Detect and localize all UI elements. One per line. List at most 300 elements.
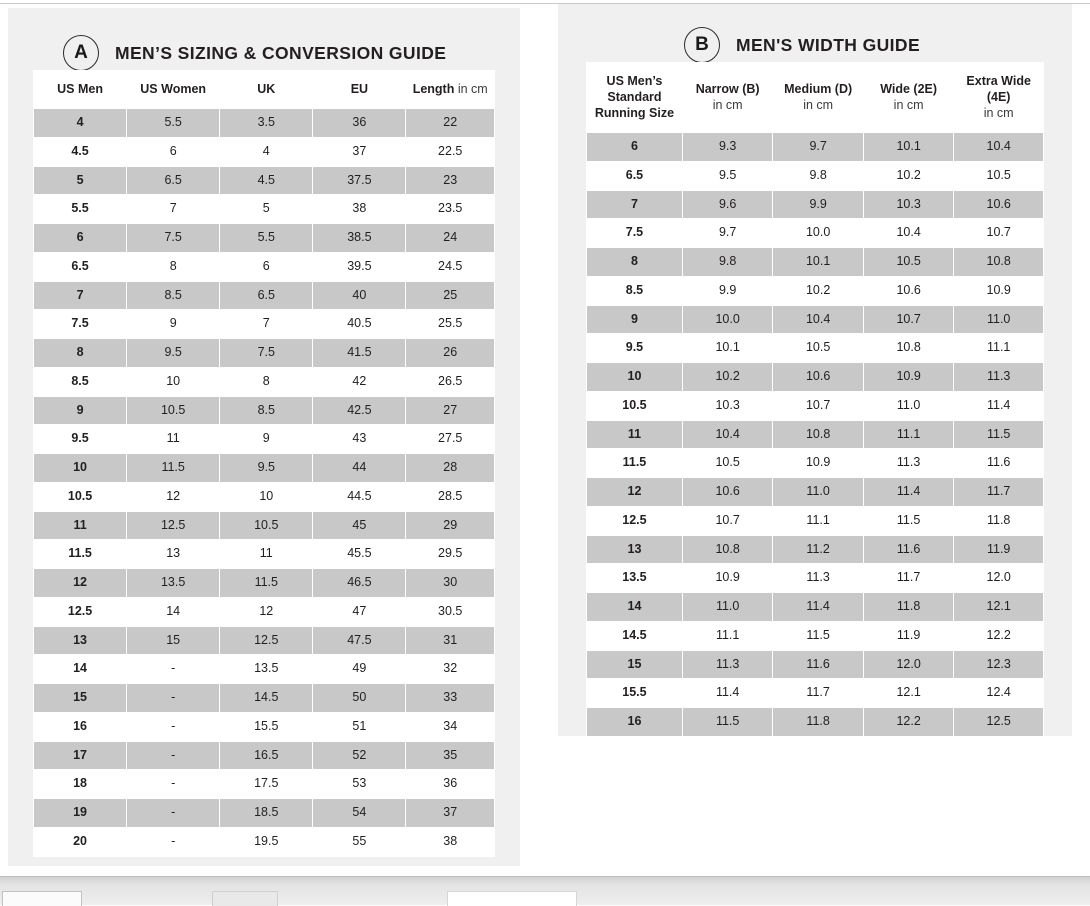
row-size-cell: 8.5 <box>587 277 682 305</box>
table-row <box>34 512 494 540</box>
data-cell: 54 <box>313 799 405 827</box>
data-cell: 53 <box>313 770 405 798</box>
data-cell: 10.2 <box>773 277 862 305</box>
data-cell: - <box>127 713 219 741</box>
column-header-2 <box>773 63 862 132</box>
table-row <box>34 828 494 856</box>
data-cell: 12.2 <box>954 622 1043 650</box>
data-cell: 11.9 <box>954 536 1043 564</box>
data-cell: 11.6 <box>954 449 1043 477</box>
data-cell: 5.5 <box>220 224 312 252</box>
column-header-unit: in cm <box>712 98 743 112</box>
row-size-cell: 8 <box>34 339 126 367</box>
data-cell: 10.1 <box>683 334 772 362</box>
data-cell: 8.5 <box>127 282 219 310</box>
row-size-cell: 8.5 <box>34 368 126 396</box>
data-cell: 44 <box>313 454 405 482</box>
data-cell: 14 <box>127 598 219 626</box>
data-cell: - <box>127 742 219 770</box>
data-cell: 12.5 <box>220 627 312 655</box>
data-cell: 15.5 <box>220 713 312 741</box>
data-cell: 10.2 <box>864 162 953 190</box>
row-size-cell: 20 <box>34 828 126 856</box>
data-cell: 55 <box>313 828 405 856</box>
table-row <box>34 770 494 798</box>
sizing-chart-page <box>0 4 1090 876</box>
data-cell: 10.1 <box>773 248 862 276</box>
data-cell: 11.3 <box>954 363 1043 391</box>
data-cell: 33 <box>406 684 494 712</box>
table-row <box>34 569 494 597</box>
column-header-label: Medium (D) <box>784 82 853 96</box>
panel-a-title: MEN’S SIZING & CONVERSION GUIDE <box>115 42 447 63</box>
data-cell: 22.5 <box>406 138 494 166</box>
row-size-cell: 5 <box>34 167 126 195</box>
data-cell: 7 <box>127 195 219 223</box>
data-cell: 12.5 <box>954 708 1043 736</box>
data-cell: 11.4 <box>864 478 953 506</box>
data-cell: 39.5 <box>313 253 405 281</box>
width-guide-table-wrapper <box>586 62 1044 737</box>
table-row <box>34 742 494 770</box>
data-cell: 10.9 <box>773 449 862 477</box>
data-cell: 46.5 <box>313 569 405 597</box>
column-header-label: US Men <box>57 82 103 96</box>
badge-a-icon: A <box>63 35 99 71</box>
data-cell: 11.0 <box>954 306 1043 334</box>
data-cell: 10.5 <box>954 162 1043 190</box>
row-size-cell: 11.5 <box>34 540 126 568</box>
data-cell: 9.9 <box>773 191 862 219</box>
data-cell: 10.7 <box>864 306 953 334</box>
data-cell: - <box>127 655 219 683</box>
data-cell: 8 <box>127 253 219 281</box>
data-cell: 10.8 <box>773 421 862 449</box>
data-cell: 11.1 <box>683 622 772 650</box>
column-header-label: EU <box>350 82 369 96</box>
data-cell: 9.8 <box>683 248 772 276</box>
column-header-label: Narrow (B) <box>695 82 760 96</box>
data-cell: 31 <box>406 627 494 655</box>
data-cell: 12.0 <box>864 651 953 679</box>
data-cell: 10.5 <box>220 512 312 540</box>
row-size-cell: 6 <box>34 224 126 252</box>
column-header-0 <box>587 63 682 132</box>
data-cell: 10.6 <box>683 478 772 506</box>
row-size-cell: 15.5 <box>587 679 682 707</box>
row-size-cell: 10 <box>587 363 682 391</box>
column-header-label: Length <box>412 82 455 96</box>
table-a-header-row <box>34 71 494 108</box>
table-row <box>34 138 494 166</box>
data-cell: 29.5 <box>406 540 494 568</box>
data-cell: 9.5 <box>127 339 219 367</box>
data-cell: 11.9 <box>864 622 953 650</box>
data-cell: 10.9 <box>954 277 1043 305</box>
table-row <box>587 622 1043 650</box>
row-size-cell: 17 <box>34 742 126 770</box>
table-row <box>587 651 1043 679</box>
data-cell: 11.8 <box>864 593 953 621</box>
data-cell: 10 <box>127 368 219 396</box>
column-header-unit: in cm <box>803 98 834 112</box>
table-row <box>587 219 1043 247</box>
panel-mens-width-guide <box>558 4 1072 736</box>
data-cell: 43 <box>313 425 405 453</box>
table-row <box>587 191 1043 219</box>
data-cell: 9.7 <box>773 133 862 161</box>
data-cell: 10.0 <box>773 219 862 247</box>
table-row <box>34 713 494 741</box>
data-cell: 11.5 <box>954 421 1043 449</box>
data-cell: 42.5 <box>313 397 405 425</box>
data-cell: 10.4 <box>954 133 1043 161</box>
panel-mens-sizing-conversion-guide <box>8 8 520 866</box>
table-b-body <box>587 133 1043 736</box>
data-cell: - <box>127 828 219 856</box>
row-size-cell: 14 <box>34 655 126 683</box>
data-cell: 23 <box>406 167 494 195</box>
data-cell: - <box>127 770 219 798</box>
table-row <box>587 277 1043 305</box>
data-cell: 5.5 <box>127 109 219 137</box>
data-cell: 38 <box>406 828 494 856</box>
table-row <box>587 449 1043 477</box>
data-cell: 9.6 <box>683 191 772 219</box>
data-cell: 4 <box>220 138 312 166</box>
data-cell: 10 <box>220 483 312 511</box>
data-cell: 10.5 <box>864 248 953 276</box>
data-cell: 3.5 <box>220 109 312 137</box>
data-cell: 12 <box>127 483 219 511</box>
panel-b-title: MEN'S WIDTH GUIDE <box>736 34 921 55</box>
data-cell: 10.3 <box>683 392 772 420</box>
data-cell: 9.8 <box>773 162 862 190</box>
data-cell: 6.5 <box>127 167 219 195</box>
data-cell: 11.6 <box>864 536 953 564</box>
data-cell: 15 <box>127 627 219 655</box>
row-size-cell: 15 <box>34 684 126 712</box>
column-header-4 <box>406 71 494 108</box>
row-size-cell: 12 <box>34 569 126 597</box>
data-cell: 8 <box>220 368 312 396</box>
data-cell: - <box>127 799 219 827</box>
data-cell: 25.5 <box>406 310 494 338</box>
data-cell: 11.4 <box>954 392 1043 420</box>
data-cell: 11.2 <box>773 536 862 564</box>
data-cell: 11.1 <box>954 334 1043 362</box>
data-cell: 28.5 <box>406 483 494 511</box>
table-row <box>587 679 1043 707</box>
row-size-cell: 12.5 <box>34 598 126 626</box>
table-row <box>34 109 494 137</box>
data-cell: 30.5 <box>406 598 494 626</box>
data-cell: 26.5 <box>406 368 494 396</box>
data-cell: 10.4 <box>773 306 862 334</box>
badge-b-icon: B <box>684 27 720 63</box>
data-cell: 37 <box>406 799 494 827</box>
data-cell: 12 <box>220 598 312 626</box>
data-cell: 10.5 <box>683 449 772 477</box>
data-cell: 6.5 <box>220 282 312 310</box>
column-header-2 <box>220 71 312 108</box>
row-size-cell: 18 <box>34 770 126 798</box>
column-header-label: Wide (2E) <box>880 82 938 96</box>
data-cell: 10.6 <box>773 363 862 391</box>
data-cell: 10.3 <box>864 191 953 219</box>
data-cell: 12.1 <box>954 593 1043 621</box>
column-header-unit: in cm <box>454 82 488 96</box>
table-row <box>587 162 1043 190</box>
width-guide-table <box>586 62 1044 737</box>
data-cell: 19.5 <box>220 828 312 856</box>
row-size-cell: 12.5 <box>587 507 682 535</box>
data-cell: 7.5 <box>127 224 219 252</box>
data-cell: 10.9 <box>864 363 953 391</box>
row-size-cell: 8 <box>587 248 682 276</box>
row-size-cell: 9 <box>587 306 682 334</box>
column-header-4 <box>954 63 1043 132</box>
data-cell: 14.5 <box>220 684 312 712</box>
data-cell: 6 <box>127 138 219 166</box>
data-cell: 12.5 <box>127 512 219 540</box>
row-size-cell: 10.5 <box>34 483 126 511</box>
data-cell: 23.5 <box>406 195 494 223</box>
row-size-cell: 7.5 <box>34 310 126 338</box>
data-cell: - <box>127 684 219 712</box>
data-cell: 11.5 <box>864 507 953 535</box>
row-size-cell: 10.5 <box>587 392 682 420</box>
data-cell: 32 <box>406 655 494 683</box>
data-cell: 13.5 <box>127 569 219 597</box>
data-cell: 35 <box>406 742 494 770</box>
column-header-unit: in cm <box>893 98 924 112</box>
row-size-cell: 14 <box>587 593 682 621</box>
data-cell: 11.3 <box>864 449 953 477</box>
row-size-cell: 6 <box>587 133 682 161</box>
data-cell: 11.5 <box>220 569 312 597</box>
row-size-cell: 16 <box>587 708 682 736</box>
data-cell: 12.1 <box>864 679 953 707</box>
row-size-cell: 7 <box>34 282 126 310</box>
table-row <box>587 334 1043 362</box>
row-size-cell: 4 <box>34 109 126 137</box>
row-size-cell: 4.5 <box>34 138 126 166</box>
data-cell: 28 <box>406 454 494 482</box>
data-cell: 11.5 <box>127 454 219 482</box>
data-cell: 12.2 <box>864 708 953 736</box>
column-header-1 <box>127 71 219 108</box>
sizing-conversion-table-wrapper <box>33 70 495 857</box>
data-cell: 11.7 <box>864 564 953 592</box>
data-cell: 7.5 <box>220 339 312 367</box>
data-cell: 10.6 <box>954 191 1043 219</box>
data-cell: 34 <box>406 713 494 741</box>
data-cell: 51 <box>313 713 405 741</box>
table-row <box>587 478 1043 506</box>
row-size-cell: 15 <box>587 651 682 679</box>
data-cell: 26 <box>406 339 494 367</box>
data-cell: 10.5 <box>127 397 219 425</box>
data-cell: 40.5 <box>313 310 405 338</box>
data-cell: 10.8 <box>954 248 1043 276</box>
data-cell: 11.4 <box>683 679 772 707</box>
data-cell: 41.5 <box>313 339 405 367</box>
data-cell: 27.5 <box>406 425 494 453</box>
data-cell: 9.3 <box>683 133 772 161</box>
data-cell: 10.8 <box>864 334 953 362</box>
data-cell: 9.7 <box>683 219 772 247</box>
table-a-body <box>34 109 494 856</box>
data-cell: 24 <box>406 224 494 252</box>
data-cell: 11.4 <box>773 593 862 621</box>
data-cell: 10.7 <box>773 392 862 420</box>
row-size-cell: 13 <box>587 536 682 564</box>
data-cell: 11.3 <box>773 564 862 592</box>
data-cell: 40 <box>313 282 405 310</box>
data-cell: 13 <box>127 540 219 568</box>
data-cell: 11.1 <box>773 507 862 535</box>
row-size-cell: 6.5 <box>587 162 682 190</box>
row-size-cell: 16 <box>34 713 126 741</box>
table-row <box>34 397 494 425</box>
data-cell: 24.5 <box>406 253 494 281</box>
table-row <box>34 684 494 712</box>
column-header-label: US Men’s Standard Running Size <box>594 74 675 120</box>
table-row <box>587 133 1043 161</box>
table-row <box>587 564 1043 592</box>
table-row <box>587 507 1043 535</box>
data-cell: 49 <box>313 655 405 683</box>
data-cell: 11.7 <box>773 679 862 707</box>
table-row <box>587 248 1043 276</box>
table-row <box>587 593 1043 621</box>
row-size-cell: 14.5 <box>587 622 682 650</box>
table-row <box>34 799 494 827</box>
row-size-cell: 9 <box>34 397 126 425</box>
data-cell: 11.6 <box>773 651 862 679</box>
column-header-label: US Women <box>140 82 207 96</box>
data-cell: 11.3 <box>683 651 772 679</box>
data-cell: 11.0 <box>864 392 953 420</box>
data-cell: 11.0 <box>773 478 862 506</box>
table-row <box>34 253 494 281</box>
data-cell: 10.6 <box>864 277 953 305</box>
table-row <box>587 421 1043 449</box>
data-cell: 44.5 <box>313 483 405 511</box>
data-cell: 11.1 <box>864 421 953 449</box>
data-cell: 11.8 <box>954 507 1043 535</box>
data-cell: 11.7 <box>954 478 1043 506</box>
data-cell: 10.1 <box>864 133 953 161</box>
row-size-cell: 7 <box>587 191 682 219</box>
table-b-header-row <box>587 63 1043 132</box>
data-cell: 16.5 <box>220 742 312 770</box>
taskbar <box>0 876 1090 905</box>
data-cell: 22 <box>406 109 494 137</box>
row-size-cell: 11 <box>587 421 682 449</box>
data-cell: 13.5 <box>220 655 312 683</box>
panel-a-header <box>8 8 520 78</box>
table-row <box>34 454 494 482</box>
data-cell: 12.4 <box>954 679 1043 707</box>
sizing-conversion-table <box>33 70 495 857</box>
data-cell: 12.0 <box>954 564 1043 592</box>
panel-b-header <box>558 4 1072 70</box>
table-row <box>34 282 494 310</box>
column-header-label: UK <box>257 82 276 96</box>
table-row <box>34 627 494 655</box>
table-row <box>587 63 1043 132</box>
data-cell: 11 <box>220 540 312 568</box>
data-cell: 9.5 <box>220 454 312 482</box>
data-cell: 30 <box>406 569 494 597</box>
data-cell: 4.5 <box>220 167 312 195</box>
data-cell: 29 <box>406 512 494 540</box>
data-cell: 37 <box>313 138 405 166</box>
data-cell: 10.7 <box>683 507 772 535</box>
data-cell: 10.5 <box>773 334 862 362</box>
table-row <box>587 392 1043 420</box>
row-size-cell: 11.5 <box>587 449 682 477</box>
data-cell: 7 <box>220 310 312 338</box>
data-cell: 42 <box>313 368 405 396</box>
data-cell: 10.7 <box>954 219 1043 247</box>
data-cell: 10.8 <box>683 536 772 564</box>
table-row <box>34 368 494 396</box>
data-cell: 11.8 <box>773 708 862 736</box>
table-row <box>34 224 494 252</box>
row-size-cell: 5.5 <box>34 195 126 223</box>
table-row <box>587 306 1043 334</box>
column-header-3 <box>864 63 953 132</box>
row-size-cell: 10 <box>34 454 126 482</box>
column-header-1 <box>683 63 772 132</box>
column-header-0 <box>34 71 126 108</box>
data-cell: 9.5 <box>683 162 772 190</box>
row-size-cell: 19 <box>34 799 126 827</box>
data-cell: 38 <box>313 195 405 223</box>
data-cell: 11 <box>127 425 219 453</box>
data-cell: 10.4 <box>683 421 772 449</box>
data-cell: 45.5 <box>313 540 405 568</box>
data-cell: 10.2 <box>683 363 772 391</box>
table-row <box>587 708 1043 736</box>
table-row <box>34 655 494 683</box>
row-size-cell: 12 <box>587 478 682 506</box>
data-cell: 45 <box>313 512 405 540</box>
data-cell: 11.0 <box>683 593 772 621</box>
data-cell: 25 <box>406 282 494 310</box>
table-row <box>34 339 494 367</box>
data-cell: 9.9 <box>683 277 772 305</box>
table-row <box>34 598 494 626</box>
table-row <box>34 71 494 108</box>
data-cell: 36 <box>406 770 494 798</box>
table-row <box>34 540 494 568</box>
row-size-cell: 13.5 <box>587 564 682 592</box>
row-size-cell: 9.5 <box>587 334 682 362</box>
data-cell: 10.4 <box>864 219 953 247</box>
data-cell: 52 <box>313 742 405 770</box>
data-cell: 47 <box>313 598 405 626</box>
data-cell: 50 <box>313 684 405 712</box>
data-cell: 18.5 <box>220 799 312 827</box>
data-cell: 6 <box>220 253 312 281</box>
data-cell: 17.5 <box>220 770 312 798</box>
data-cell: 10.9 <box>683 564 772 592</box>
data-cell: 47.5 <box>313 627 405 655</box>
